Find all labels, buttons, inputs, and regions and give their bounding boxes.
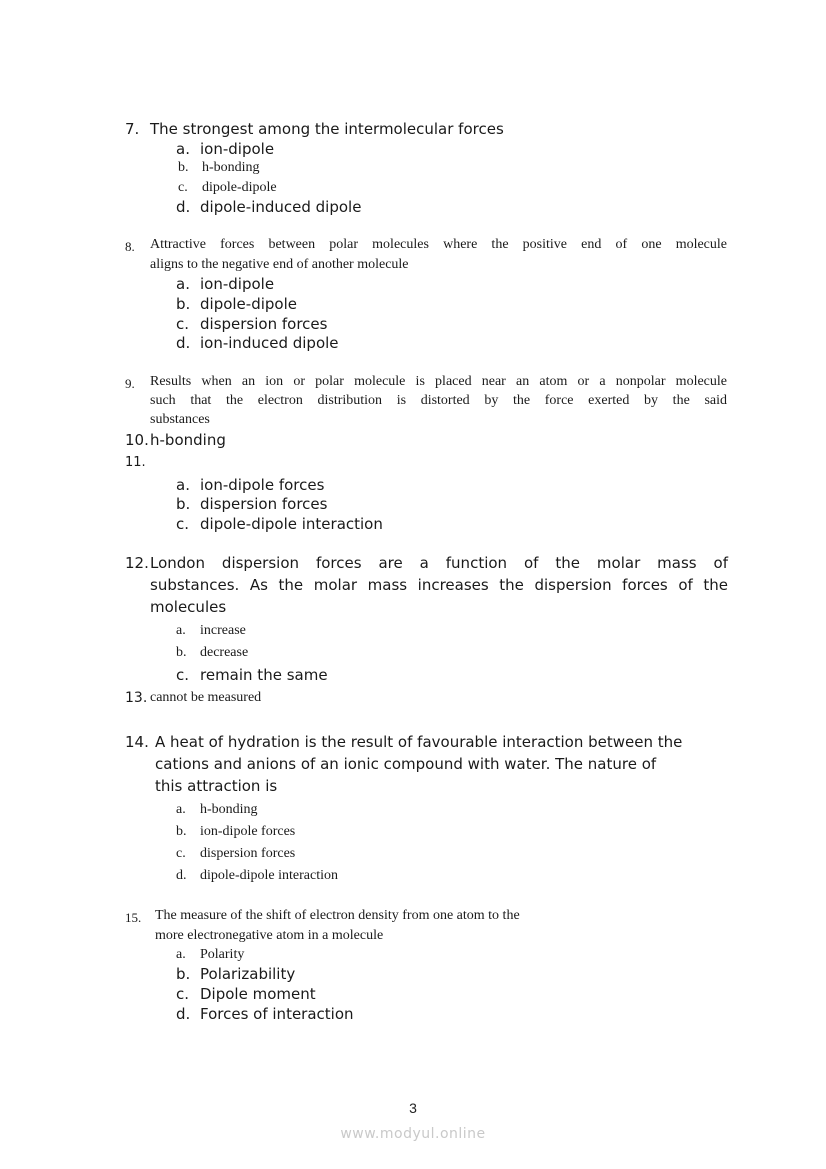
question-stem-line: substances. As the molar mass increases the dispersion forces of the [150, 576, 728, 594]
option-a: a. ion-dipole forces [176, 476, 325, 494]
question-number: 15. [125, 910, 142, 925]
question-number: 13. [125, 690, 148, 706]
option-d: d. Forces of interaction [176, 1005, 354, 1023]
question-stem-line: The measure of the shift of electron density from one atom to the [155, 908, 520, 923]
question-stem-line: Results when an ion or polar molecule is placed near an atom or a nonpolar molecule [150, 374, 727, 389]
option-b: b. dipole-dipole [176, 295, 297, 313]
option-a: a. h-bonding [176, 802, 258, 817]
question-stem-line: Attractive forces between polar molecules where the positive end of one molecule [150, 237, 727, 252]
option-b: b. Polarizability [176, 965, 296, 983]
question-stem-line: more electronegative atom in a molecule [155, 928, 384, 943]
question-stem-line: cations and anions of an ionic compound with water. The nature of [155, 755, 657, 773]
option-c: c. remain the same [176, 666, 328, 684]
question-stem: The strongest among the intermolecular forces [150, 120, 504, 138]
question-stem-line: aligns to the negative end of another molecule [150, 257, 409, 272]
question-stem-line: molecules [150, 598, 227, 616]
question-number: 8. [125, 239, 135, 254]
option-b: b. decrease [176, 645, 249, 660]
question-text: cannot be measured [150, 690, 262, 705]
option-a: a. ion-dipole [176, 275, 275, 293]
option-c: c. dipole-dipole interaction [176, 515, 383, 533]
option-d: d. dipole-induced dipole [176, 198, 362, 216]
question-stem-line: substances [150, 412, 210, 427]
question-stem-line: this attraction is [155, 777, 278, 795]
question-stem-line: A heat of hydration is the result of favourable interaction between the [155, 733, 683, 751]
question-number: 10. [125, 431, 149, 449]
watermark: www.modyul.online [340, 1126, 486, 1142]
question-stem-line: London dispersion forces are a function of the molar mass of [150, 554, 728, 572]
question-number: 9. [125, 376, 135, 391]
question-number: 11. [125, 455, 146, 470]
question-number: 12. [125, 554, 149, 572]
option-c: c. dispersion forces [176, 846, 296, 861]
option-a: a. Polarity [176, 947, 245, 962]
option-d: d. dipole-dipole interaction [176, 868, 339, 883]
option-b: b. dispersion forces [176, 495, 328, 513]
question-stem-line: such that the electron distribution is distorted by the force exerted by the said [150, 393, 727, 408]
option-c: c. dipole-dipole [178, 180, 277, 195]
option-b: b. h-bonding [178, 160, 260, 175]
option-d: d. ion-induced dipole [176, 334, 339, 352]
question-number: 14. [125, 733, 149, 751]
option-a: a. increase [176, 623, 246, 638]
question-text: h-bonding [150, 431, 226, 449]
page-number: 3 [409, 1100, 417, 1116]
option-c: c. dispersion forces [176, 315, 328, 333]
question-number: 7. [125, 120, 140, 138]
option-a: a. ion-dipole [176, 140, 275, 158]
option-b: b. ion-dipole forces [176, 824, 296, 839]
option-c: c. Dipole moment [176, 985, 316, 1003]
